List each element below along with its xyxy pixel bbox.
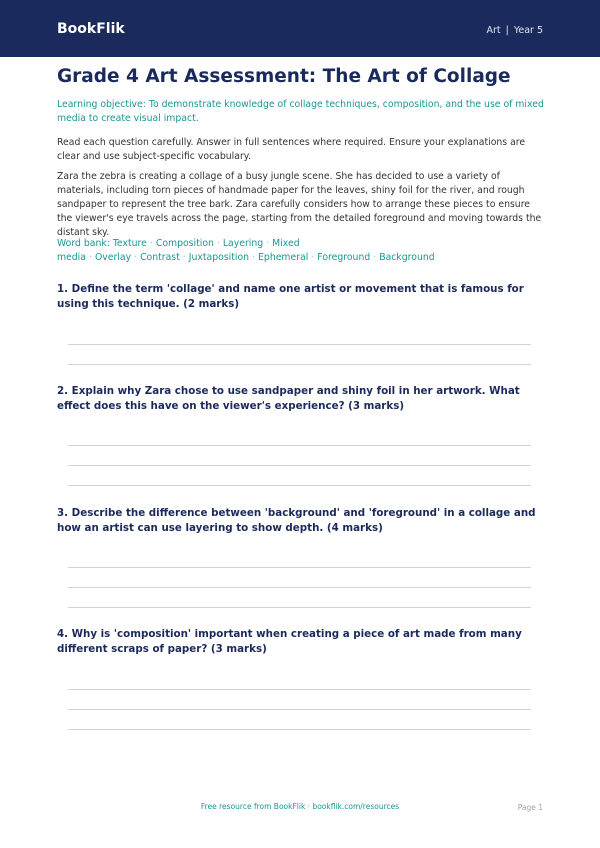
word-bank-term: Texture — [112, 238, 147, 249]
word-bank-term: Composition — [155, 238, 214, 249]
scenario-paragraph: Zara the zebra is creating a collage of a busy jungle scene. She has decided to use a variety of materials, including torn pieces of handmade paper for the leaves, shiny foil for the river, and rough sandpaper to represent the tree bark. Zara carefully considers how to arrange these pieces to ensure the viewer's eye travels across the page, starting from the detailed foreground and moving towards the distant sky. — [57, 171, 542, 238]
word-bank-term: Background — [379, 252, 435, 263]
question-text: Define the term 'collage' and name one artist or movement that is famous for using this technique. (2 marks) — [57, 283, 524, 310]
question-4 — [57, 627, 545, 657]
word-bank-term: Juxtaposition — [188, 252, 250, 263]
question-3 — [57, 506, 545, 536]
question-number: 3. — [57, 507, 69, 519]
answer-line[interactable] — [68, 485, 531, 486]
answer-line[interactable] — [68, 709, 531, 710]
learning-objective: Learning objective: To demonstrate knowledge of collage techniques, composition, and the use of mixed media to create visual impact. — [57, 99, 544, 124]
meta-separator: | — [505, 25, 509, 36]
question-text: Why is 'composition' important when creating a piece of art made from many different scraps of paper? (3 marks) — [57, 628, 522, 655]
question-text: Explain why Zara chose to use sandpaper and shiny foil in her artwork. What effect does this have on the viewer's experience? (3 marks) — [57, 385, 520, 412]
question-number: 2. — [57, 385, 69, 397]
page-header — [0, 0, 600, 57]
word-bank: Word bank: Texture · Composition · Layering · Mixed media · Overlay · Contrast · Juxtaposition · Ephemeral · Foreground · Background — [57, 238, 435, 263]
answer-line[interactable] — [68, 344, 531, 345]
word-bank-term: Overlay — [94, 252, 132, 263]
footer-resource-link[interactable]: Free resource from BookFlik · bookflik.com/resources — [200, 802, 400, 811]
instructions: Read each question carefully. Answer in full sentences where required. Ensure your explanations are clear and use subject-specific vocabulary. — [57, 137, 526, 162]
answer-line[interactable] — [68, 445, 531, 446]
question-number: 4. — [57, 628, 69, 640]
answer-line[interactable] — [68, 567, 531, 568]
word-bank-term: Layering — [222, 238, 264, 249]
answer-line[interactable] — [68, 729, 531, 730]
subject-year-label — [486, 25, 543, 37]
word-bank-term: Contrast — [140, 252, 180, 263]
word-bank-label: Word bank: — [57, 238, 110, 249]
page-title: Grade 4 Art Assessment: The Art of Collage — [57, 66, 511, 87]
question-number: 1. — [57, 283, 69, 295]
word-bank-term: Ephemeral — [258, 252, 309, 263]
question-text: Describe the difference between 'background' and 'foreground' in a collage and how an artist can use layering to show depth. (4 marks) — [57, 507, 536, 534]
brand-logo: BookFlik — [57, 21, 125, 37]
subject-label: Art — [486, 25, 501, 36]
answer-line[interactable] — [68, 607, 531, 608]
word-bank-term: Mixed media — [57, 238, 300, 263]
answer-line[interactable] — [68, 364, 531, 365]
page-number: Page 1 — [517, 803, 543, 812]
question-1 — [57, 282, 545, 312]
answer-line[interactable] — [68, 689, 531, 690]
answer-line[interactable] — [68, 587, 531, 588]
year-label: Year 5 — [513, 25, 543, 36]
word-bank-term: Foreground — [317, 252, 371, 263]
answer-line[interactable] — [68, 465, 531, 466]
question-2 — [57, 384, 545, 414]
